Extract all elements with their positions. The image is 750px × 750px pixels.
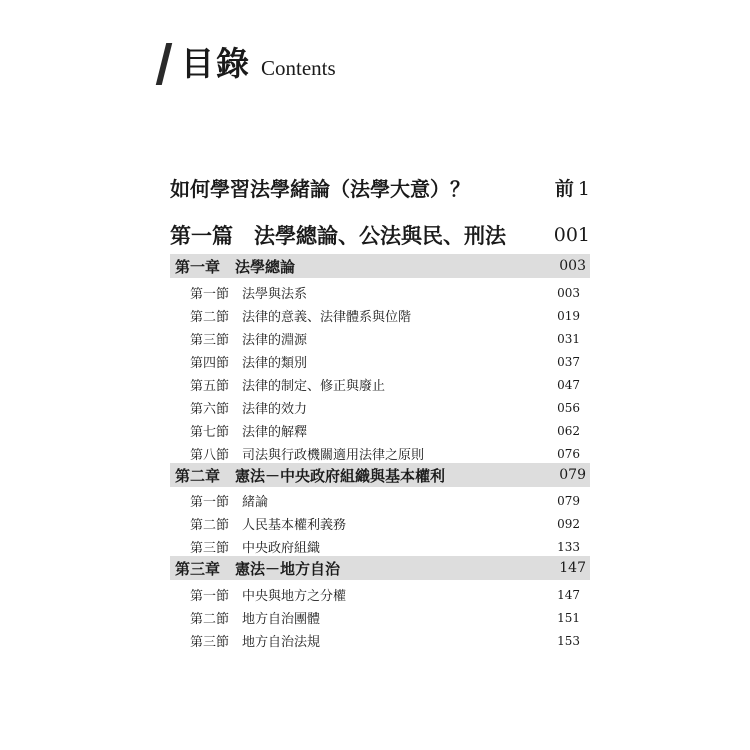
section-label: 第一節 法學與法系 (190, 287, 308, 302)
section-label: 第八節 司法與行政機關適用法律之原則 (190, 448, 425, 463)
toc-section-entry[interactable] (170, 374, 590, 395)
section-label: 第一節 緒論 (190, 495, 269, 510)
toc-section-entry[interactable] (170, 443, 590, 464)
toc-chapter-entry[interactable] (170, 556, 590, 580)
section-label: 第六節 法律的效力 (190, 402, 308, 417)
section-page: 056 (557, 400, 580, 415)
chapter-page: 003 (559, 258, 586, 274)
page-title: 目錄 (181, 44, 251, 83)
section-page: 133 (557, 539, 580, 554)
toc-preface-entry[interactable] (170, 171, 590, 203)
chapter-label: 第二章 憲法－中央政府組織與基本權利 (175, 466, 446, 485)
chapter-page: 079 (559, 467, 586, 483)
preface-page (555, 174, 590, 201)
section-page: 019 (557, 308, 580, 323)
chapter-label: 第三章 憲法－地方自治 (175, 559, 341, 578)
section-page: 151 (557, 610, 580, 625)
section-page: 062 (557, 423, 580, 438)
toc-section-entry[interactable] (170, 282, 590, 303)
section-label: 第二節 人民基本權利義務 (190, 518, 347, 533)
preface-page-prefix: 前 (554, 177, 574, 200)
toc-section-entry[interactable] (170, 607, 590, 628)
section-page: 079 (557, 493, 580, 508)
chapter-label: 第一章 法學總論 (175, 257, 296, 276)
chapter-page: 147 (559, 560, 586, 576)
section-label: 第三節 地方自治法規 (190, 635, 321, 650)
part-label: 第一篇 法學總論、公法與民、刑法 (170, 223, 506, 248)
section-label: 第二節 法律的意義、法律體系與位階 (190, 310, 412, 325)
section-page: 047 (557, 377, 580, 392)
toc-chapter-entry[interactable] (170, 463, 590, 487)
section-page: 147 (557, 587, 580, 602)
page-title-english: Contents (261, 56, 336, 80)
section-label: 第三節 法律的淵源 (190, 333, 308, 348)
section-label: 第四節 法律的類別 (190, 356, 308, 371)
section-label: 第五節 法律的制定、修正與廢止 (190, 379, 386, 394)
toc-part-entry[interactable] (170, 219, 590, 251)
section-label: 第二節 地方自治團體 (190, 612, 321, 627)
preface-label: 如何學習法學緒論（法學大意）？ (170, 176, 470, 201)
toc-section-entry[interactable] (170, 305, 590, 326)
section-label: 第一節 中央與地方之分權 (190, 589, 347, 604)
toc-section-entry[interactable] (170, 513, 590, 534)
toc-chapter-entry[interactable] (170, 254, 590, 278)
toc-section-entry[interactable] (170, 420, 590, 441)
toc-section-entry[interactable] (170, 490, 590, 511)
section-page: 153 (557, 633, 580, 648)
section-page: 031 (557, 331, 580, 346)
preface-page-number: 1 (577, 177, 590, 200)
toc-section-entry[interactable] (170, 351, 590, 372)
toc-section-entry[interactable] (170, 397, 590, 418)
toc-section-entry[interactable] (170, 584, 590, 605)
section-label: 第三節 中央政府組織 (190, 541, 321, 556)
part-page: 001 (553, 224, 590, 246)
section-page: 076 (557, 446, 580, 461)
toc-section-entry[interactable] (170, 328, 590, 349)
section-label: 第七節 法律的解釋 (190, 425, 308, 440)
toc-section-entry[interactable] (170, 536, 590, 557)
title-slash-mark (156, 43, 172, 85)
section-page: 037 (557, 354, 580, 369)
section-page: 092 (557, 516, 580, 531)
toc-section-entry[interactable] (170, 630, 590, 651)
section-page: 003 (557, 285, 580, 300)
toc-header (161, 40, 336, 85)
